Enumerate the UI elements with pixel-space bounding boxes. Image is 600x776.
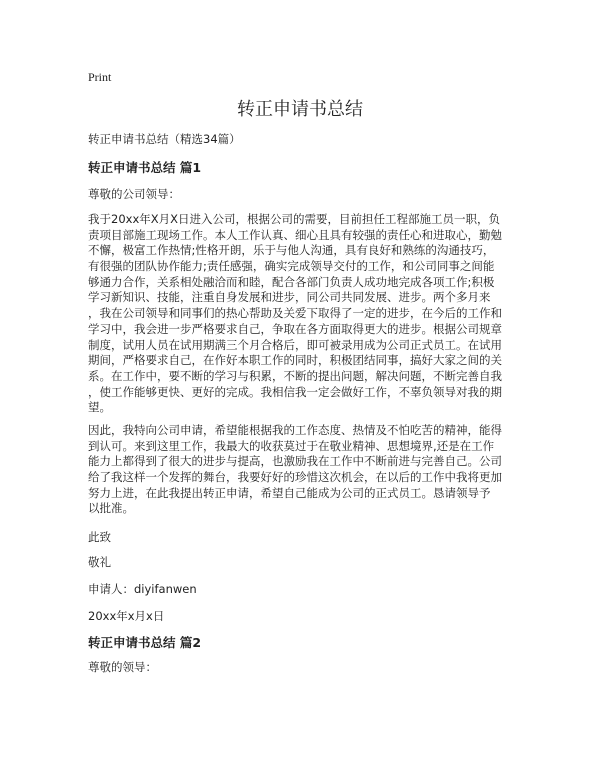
page-title: 转正申请书总结 xyxy=(237,99,363,120)
date-line: 20xx年x月x日 xyxy=(88,609,165,623)
paragraph-line: 给了我这样一个发挥的舞台，我要好好的珍惜这次机会，在以后的工作中我将更加 xyxy=(88,470,502,485)
salutation-1: 尊敬的公司领导： xyxy=(88,187,180,201)
paragraph-2 xyxy=(88,423,502,517)
applicant-line: 申请人：diyifanwen xyxy=(88,582,197,596)
paragraph-line: 努力上进，在此我提出转正申请，希望自己能成为公司的正式员工。恳请领导予 xyxy=(88,485,491,500)
paragraph-line: 系。在工作中，要不断的学习与积累，不断的提出问题，解决问题，不断完善自我 xyxy=(88,368,502,383)
paragraph-line: 学习新知识、技能，注重自身发展和进步，同公司共同发展、进步。两个多月来 xyxy=(88,290,491,305)
paragraph-line: 到认可。来到这里工作，我最大的收获莫过于在敬业精神、思想境界,还是在工作 xyxy=(88,438,495,453)
subtitle: 转正申请书总结（精选34篇） xyxy=(88,132,241,146)
paragraph-line: 望。 xyxy=(88,400,111,415)
paragraph-1 xyxy=(88,212,502,416)
closing-line-1: 此致 xyxy=(88,530,111,544)
salutation-2: 尊敬的领导： xyxy=(88,660,157,674)
paragraph-line: 够通力合作，关系相处融洽而和睦，配合各部门负责人成功地完成各项工作;积极 xyxy=(88,274,495,289)
paragraph-line: 有很强的团队协作能力;责任感强，确实完成领导交付的工作，和公司同事之间能 xyxy=(88,259,495,274)
paragraph-line: 我于20xx年X月X日进入公司，根据公司的需要，目前担任工程部施工员一职，负 xyxy=(88,212,500,226)
paragraph-line: 制度，试用人员在试用期满三个月合格后，即可被录用成为公司正式员工。在试用 xyxy=(88,337,502,352)
section-heading-1: 转正申请书总结 篇1 xyxy=(88,160,202,175)
closing-line-2: 敬礼 xyxy=(88,555,111,569)
paragraph-line: 责项目部施工现场工作。本人工作认真、细心且具有较强的责任心和进取心，勤勉 xyxy=(88,227,502,242)
paragraph-line: ，使工作能够更快、更好的完成。我相信我一定会做好工作，不辜负领导对我的期 xyxy=(88,384,502,399)
section-heading-2: 转正申请书总结 篇2 xyxy=(88,635,202,650)
paragraph-line: 不懈，极富工作热情;性格开朗，乐于与他人沟通，具有良好和熟练的沟通技巧， xyxy=(88,243,495,258)
paragraph-line: 能力上都得到了很大的进步与提高，也激励我在工作中不断前进与完善自己。公司 xyxy=(88,454,502,469)
print-link[interactable]: Print xyxy=(88,70,112,84)
paragraph-line: ，我在公司领导和同事们的热心帮助及关爱下取得了一定的进步，在今后的工作和 xyxy=(88,306,502,321)
paragraph-line: 以批准。 xyxy=(88,501,134,516)
paragraph-line: 期间，严格要求自己，在作好本职工作的同时，积极团结同事，搞好大家之间的关 xyxy=(88,353,502,368)
paragraph-line: 因此，我特向公司申请，希望能根据我的工作态度、热情及不怕吃苦的精神，能得 xyxy=(88,423,502,437)
paragraph-line: 学习中，我会进一步严格要求自己，争取在各方面取得更大的进步。根据公司规章 xyxy=(88,321,502,336)
